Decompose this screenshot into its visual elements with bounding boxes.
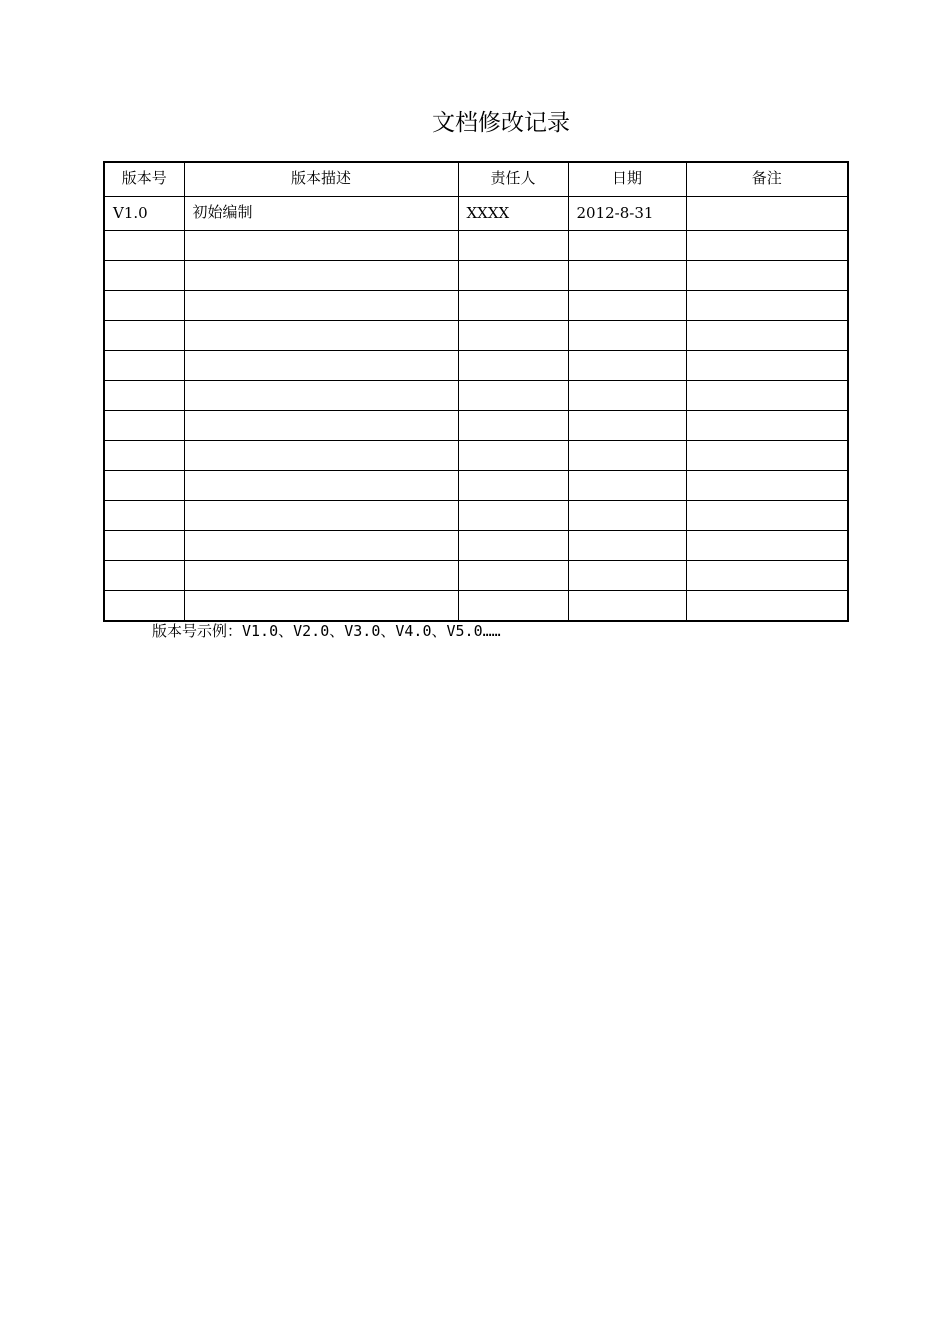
table-row [104,590,848,621]
cell-owner [458,590,568,621]
table-row [104,260,848,290]
cell-remark [686,350,848,380]
cell-remark [686,500,848,530]
cell-owner [458,260,568,290]
cell-version [104,560,184,590]
cell-remark [686,380,848,410]
cell-description [184,320,458,350]
cell-description [184,590,458,621]
cell-version [104,350,184,380]
cell-description [184,530,458,560]
cell-date [568,290,686,320]
table-row [104,530,848,560]
cell-owner [458,470,568,500]
cell-description: 初始编制 [184,196,458,230]
cell-owner [458,350,568,380]
cell-owner [458,500,568,530]
cell-owner: XXXX [458,196,568,230]
cell-owner [458,530,568,560]
page-title: 文档修改记录 [432,110,570,136]
cell-description [184,410,458,440]
table-row [104,320,848,350]
cell-date [568,530,686,560]
cell-description [184,230,458,260]
cell-description [184,380,458,410]
table-header-row [104,162,848,196]
cell-remark [686,230,848,260]
cell-description [184,500,458,530]
cell-date: 2012-8-31 [568,196,686,230]
cell-date [568,350,686,380]
cell-version [104,530,184,560]
table-row [104,560,848,590]
table-row [104,500,848,530]
cell-version [104,500,184,530]
cell-date [568,380,686,410]
cell-owner [458,440,568,470]
header-owner: 责任人 [458,162,568,196]
cell-remark [686,260,848,290]
cell-version [104,590,184,621]
cell-version [104,380,184,410]
revision-record-table [103,161,849,622]
header-remark: 备注 [686,162,848,196]
cell-remark [686,590,848,621]
cell-version [104,320,184,350]
cell-description [184,260,458,290]
table-row [104,230,848,260]
cell-date [568,500,686,530]
cell-owner [458,230,568,260]
cell-version: V1.0 [104,196,184,230]
table-row [104,196,848,230]
cell-remark [686,410,848,440]
cell-description [184,560,458,590]
cell-description [184,470,458,500]
cell-owner [458,320,568,350]
cell-date [568,470,686,500]
table-row [104,350,848,380]
header-date: 日期 [568,162,686,196]
cell-remark [686,290,848,320]
table-row [104,380,848,410]
cell-date [568,440,686,470]
cell-remark [686,560,848,590]
cell-date [568,260,686,290]
cell-owner [458,380,568,410]
table-row [104,470,848,500]
cell-remark [686,470,848,500]
version-example-note: 版本号示例：V1.0、V2.0、V3.0、V4.0、V5.0…… [152,622,501,640]
cell-owner [458,410,568,440]
cell-version [104,410,184,440]
cell-version [104,230,184,260]
cell-date [568,410,686,440]
cell-version [104,290,184,320]
table-row [104,290,848,320]
cell-version [104,440,184,470]
table-row [104,440,848,470]
cell-date [568,590,686,621]
table-row [104,410,848,440]
cell-date [568,320,686,350]
cell-version [104,260,184,290]
cell-remark [686,196,848,230]
cell-date [568,560,686,590]
cell-description [184,290,458,320]
header-description: 版本描述 [184,162,458,196]
cell-version [104,470,184,500]
cell-description [184,350,458,380]
header-version: 版本号 [104,162,184,196]
cell-remark [686,440,848,470]
cell-owner [458,560,568,590]
cell-owner [458,290,568,320]
cell-date [568,230,686,260]
cell-remark [686,530,848,560]
cell-description [184,440,458,470]
cell-remark [686,320,848,350]
